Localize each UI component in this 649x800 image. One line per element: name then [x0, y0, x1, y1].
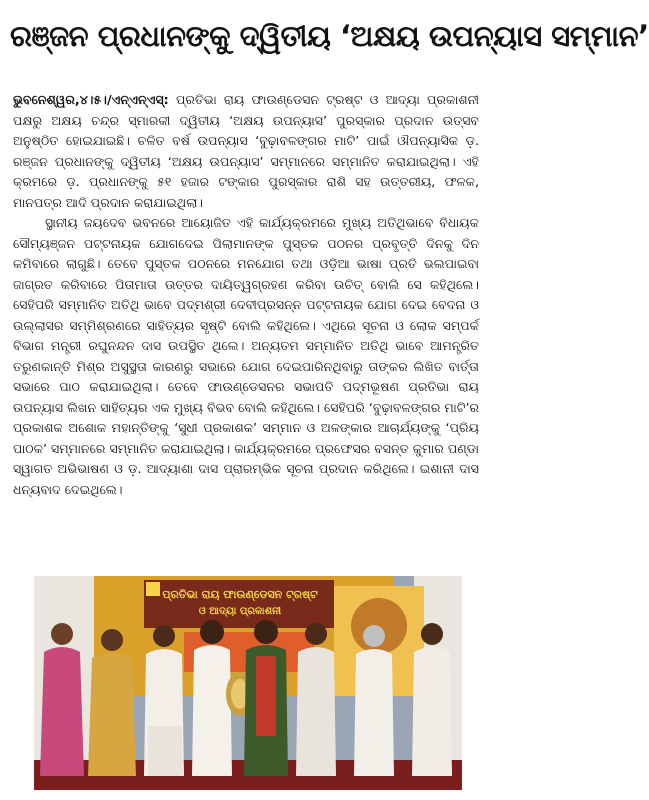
event-photo-illustration [34, 576, 462, 790]
headline: ରଞ୍ଜନ ପ୍ରଧାନଙ୍କୁ ଦ୍ୱିତୀୟ ‘ଅକ୍ଷୟ ଉପନ୍ୟାସ ସମ୍ମାନ’ [10, 19, 649, 53]
article-body [13, 90, 479, 570]
banner-line-1: ପ୍ରତିଭା ରାୟ ଫାଉଣ୍ଡେସନ ଟ୍ରଷ୍ଟ [162, 588, 318, 601]
article-paragraph-1 [13, 90, 479, 213]
paragraph-2-text: ସ୍ଥାନୀୟ ଜୟଦେବ ଭବନରେ ଆୟୋଜିତ ଏହି କାର୍ଯ୍ୟକ୍ରମରେ ମୁଖ୍ୟ ଅତିଥିଭାବେ ବିଧାୟକ ସୌମ୍ୟଞ୍ଜନ ପଟ୍ଟନାୟକ ଯୋଗଦେଇ ପିଲାମାନଙ୍କ ପୁସ୍ତକ ପଠନର ପ୍ରବୃତ୍ତି ଦିନକୁ ଦିନ କମିବାରେ ଲାଗୁଛି। ତେବେ ପୁସ୍ତକ ପଠନରେ ମନଯୋଗ ତଥା ଓଡ଼ିଆ ଭାଷା ପ୍ରତି ଭଲପାଇବା ଜାଗ୍ରତ କରିବାରେ ପିତାମାତା ଉତ୍ତର ଦାୟିତ୍ୱଗ୍ରହଣ କରିବା ଉଚିତ୍ ବୋଲି ସେ କହିଥିଲେ। ସେହିପରି ସମ୍ମାନିତ ଅତିଥି ଭାବେ ପଦ୍ମଶ୍ରୀ ଦେବୀପ୍ରସନ୍ନ ପଟ୍ଟନାୟକ ଯୋଗ ଦେଇ ବେଦନା ଓ ଉଲ୍ଲାସର ସମ୍ମିଶ୍ରଣରେ ସାହିତ୍ୟର ସୃଷ୍ଟି ବୋଲି କହିଥିଲେ। ଏଥିରେ ସୂଚନା ଓ ଲୋକ ସମ୍ପର୍କ ବିଭାଗ ମନ୍ତ୍ରୀ ରଘୁନନ୍ଦନ ଦାସ ଉପସ୍ଥିତ ଥିଲେ। ଅନ୍ୟତମ ସମ୍ମାନିତ ଅତିଥି ଭାବେ ଆମନ୍ତ୍ରିତ ତରୁଣକାନ୍ତି ମିଶ୍ର ଅସୁସ୍ଥତା କାରଣରୁ ସଭାରେ ଯୋଗ ଦେଇପାରିନଥିବାରୁ ତାଙ୍କର ଲିଖିତ ବାର୍ତ୍ତା ସଭାରେ ପାଠ କରାଯାଇଥିଲା। ତେବେ ଫାଉଣ୍ଡେସନର ସଭାପତି ପଦ୍ମଭୂଷଣ ପ୍ରତିଭା ରାୟ ଉପନ୍ୟାସ ଲିଖନ ସାହିତ୍ୟର ଏକ ମୁଖ୍ୟ ବିଭବ ବୋଲି କହିଥିଲେ। ସେହିପରି ‘ବୁଢ଼ାବଳଙ୍ଗର ମାଟି’ର ପ୍ରକାଶକ ଅଶୋକ ମହାନ୍ତିଙ୍କୁ ‘ସୁଧୀ ପ୍ରକାଶକ’ ସମ୍ମାନ ଓ ଅଳଙ୍କାର ଆଚାର୍ଯ୍ୟଙ୍କୁ ‘ପ୍ରିୟ ପାଠକ’ ସମ୍ମାନରେ ସମ୍ମାନିତ କରାଯାଇଥିଲା। କାର୍ଯ୍ୟକ୍ରମରେ ପ୍ରଫେସର ବସନ୍ତ କୁମାର ପଣ୍ଡା ସ୍ୱାଗତ ଅଭିଭାଷଣ ଓ ଡ଼. ଆଦ୍ୟାଶା ଦାସ ପ୍ରାରମ୍ଭିକ ସୂଚନା ପ୍ରଦାନ କରିଥିଲେ। ଇଶାନୀ ଦାସ ଧନ୍ୟବାଦ ଦେଇଥିଲେ। [13, 215, 479, 497]
event-photo [34, 576, 462, 790]
banner-line-2: ଓ ଆଦ୍ୟା ପ୍ରକାଶନୀ [198, 606, 282, 617]
article-paragraph-2 [13, 213, 479, 500]
paragraph-1-text: ପ୍ରତିଭା ରାୟ ଫାଉଣ୍ଡେସନ ଟ୍ରଷ୍ଟ ଓ ଆଦ୍ୟା ପ୍ରକାଶନୀ ପକ୍ଷରୁ ଅକ୍ଷୟ ଚନ୍ଦ୍ର ସ୍ମାରକୀ ଦ୍ୱିତୀୟ ‘ଅକ୍ଷୟ ଉପନ୍ୟାସ’ ପୁରସ୍କାର ପ୍ରଦାନ ଉତ୍ସବ ଅନୁଷ୍ଠିତ ହୋଇଯାଇଛି। ଚଳିତ ବର୍ଷ ଉପନ୍ୟାସ ‘ବୁଢ଼ାବଳଙ୍ଗର ମାଟି’ ପାଇଁ ଔପନ୍ୟାସିକ ଡ଼. ରଞ୍ଜନ ପ୍ରଧାନଙ୍କୁ ଦ୍ୱିତୀୟ ‘ଅକ୍ଷୟ ଉପନ୍ୟାସ’ ସମ୍ମାନରେ ସମ୍ମାନିତ କରାଯାଇଥିଲା। ଏହି କ୍ରମରେ ଡ଼. ପ୍ରଧାନଙ୍କୁ ୫୧ ହଜାର ଟଙ୍କାର ପୁରସ୍କାର ରାଶି ସହ ଉତ୍ତରୀୟ, ଫଳକ, ମାନପତ୍ର ଆଦି ପ୍ରଦାନ କରାଯାଇଥିଲା। [13, 92, 479, 210]
dateline: ଭୁବନେଶ୍ୱର,୪।୫।/ଏନ୍ଏନ୍ଏସ୍: [13, 92, 169, 107]
